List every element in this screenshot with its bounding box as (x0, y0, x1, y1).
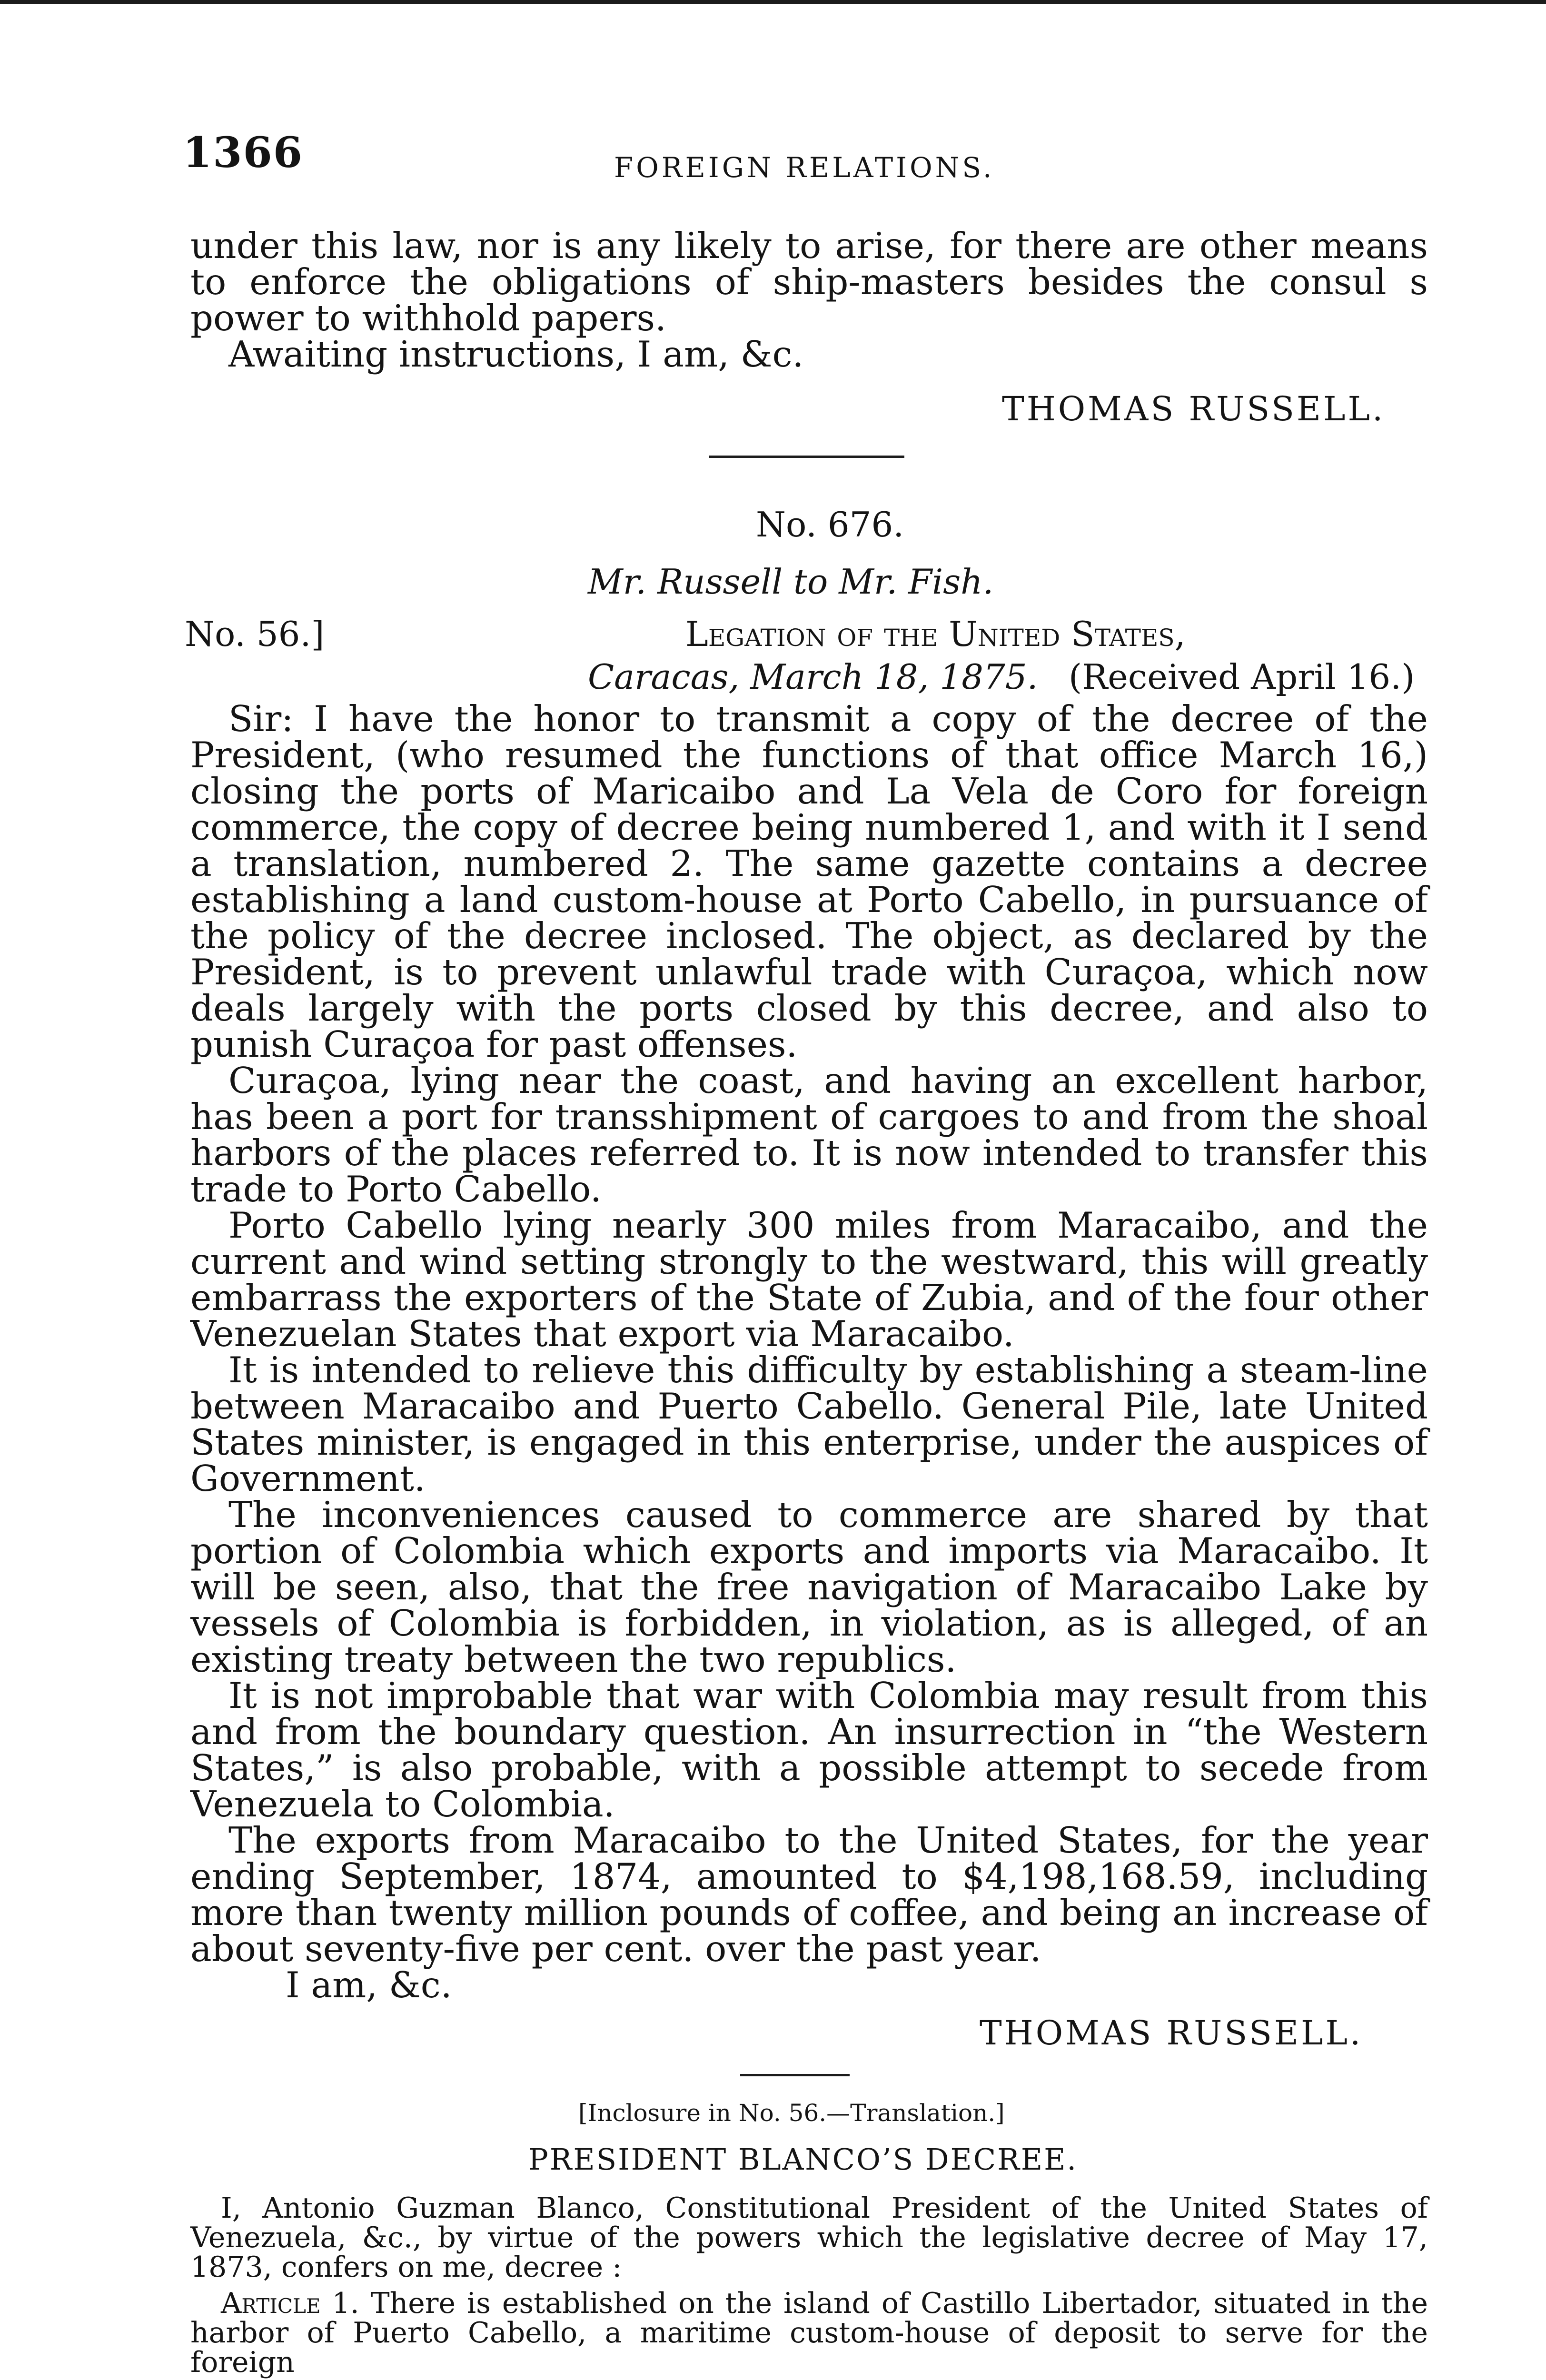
article-label: Article 1. (221, 2287, 359, 2320)
running-head: FOREIGN RELATIONS. (614, 151, 995, 184)
paragraph: Porto Cabello lying nearly 300 miles from Maracaibo, and the current and wind setting strongly to the westward, this will greatly embarrass the exporters of the State of Zubia, and of the four other Venezuelan States that export via Maracaibo. (190, 1204, 1428, 1355)
received-date: (Received April 16.) (1069, 657, 1415, 697)
decree-heading: PRESIDENT BLANCO’S DECREE. (528, 2142, 1078, 2177)
paragraph: It is intended to relieve this difficulty by establishing a steam-line between Maracaibo and Puerto Cabello. General Pile, late United States minister, is engaged in this enterprise, under the auspices of Government. (190, 1349, 1428, 1499)
closing-line: I am, &c. (286, 1964, 452, 2006)
paragraph: Awaiting instructions, I am, &c. (228, 333, 804, 375)
paragraph: under this law, nor is any likely to arise, for there are other means to enforce the obligations of ship-masters besides the consul s power to withhold papers. (190, 225, 1428, 339)
decree-article (190, 2289, 1428, 2377)
inclosure-note: [Inclosure in No. 56.—Translation.] (578, 2099, 1005, 2127)
section-divider (740, 2074, 850, 2076)
paragraph: Curaçoa, lying near the coast, and having an excellent harbor, has been a port for transshipment of cargoes to and from the shoal harbors of the places referred to. It is now intended to transfer this trade to Porto Cabello. (190, 1060, 1428, 1210)
second-letter-body (190, 698, 1428, 2006)
signature: THOMAS RUSSELL. (1002, 389, 1386, 428)
date-place: Caracas, March 18, 1875. (588, 657, 1038, 697)
legation-line: Legation of the United States, (685, 614, 1186, 654)
paragraph: The inconveniences caused to commerce are shared by that portion of Colombia which exports and imports via Maracaibo. It will be seen, also, that the free navigation of Maracaibo Lake by vessels of Colombia is forbidden, in violation, as is alleged, of an existing treaty between the two republics. (190, 1494, 1428, 1680)
decree-intro: I, Antonio Guzman Blanco, Constitutional President of the United States of Venezuela, &c., by virtue of the powers which the legislative decree of May 17, 1873, confers on me, decree : (190, 2192, 1428, 2284)
paragraph: It is not improbable that war with Colombia may result from this and from the boundary question. An insurrection in “the Western States,” is also probable, with a possible attempt to secede from Venezuela to Colombia. (190, 1675, 1428, 1825)
letter-title: Mr. Russell to Mr. Fish. (588, 562, 994, 602)
page-number: 1366 (183, 128, 303, 177)
signature: THOMAS RUSSELL. (980, 2013, 1363, 2053)
first-letter-body (190, 225, 1428, 375)
decree-body (190, 2193, 1428, 2377)
despatch-number: No. 56.] (185, 614, 325, 654)
paragraph: Sir: I have the honor to transmit a copy of the decree of the President, (who resumed the functions of that office March 16,) closing the ports of Maricaibo and La Vela de Coro for foreign commerce, the copy of decree being numbered 1, and with it I send a translation, numbered 2. The same gazette contains a decree establishing a land custom-house at Porto Cabello, in pursuance of the policy of the decree inclosed. The object, as declared by the President, is to prevent unlawful trade with Curaçoa, which now deals largely with the ports closed by this decree, and also to punish Curaçoa for past offenses. (190, 698, 1428, 1065)
paragraph: The exports from Maracaibo to the United States, for the year ending September, 1874, amounted to $4,198,168.59, including more than twenty million pounds of coffee, and being an increase of about seventy-five per cent. over the past year. (190, 1819, 1428, 1970)
section-divider (709, 456, 904, 458)
letter-number: No. 676. (756, 505, 904, 545)
article-text: There is established on the island of Castillo Libertador, situated in the harbor of Puerto Cabello, a maritime custom-house of deposit to serve for the foreign (190, 2287, 1428, 2379)
